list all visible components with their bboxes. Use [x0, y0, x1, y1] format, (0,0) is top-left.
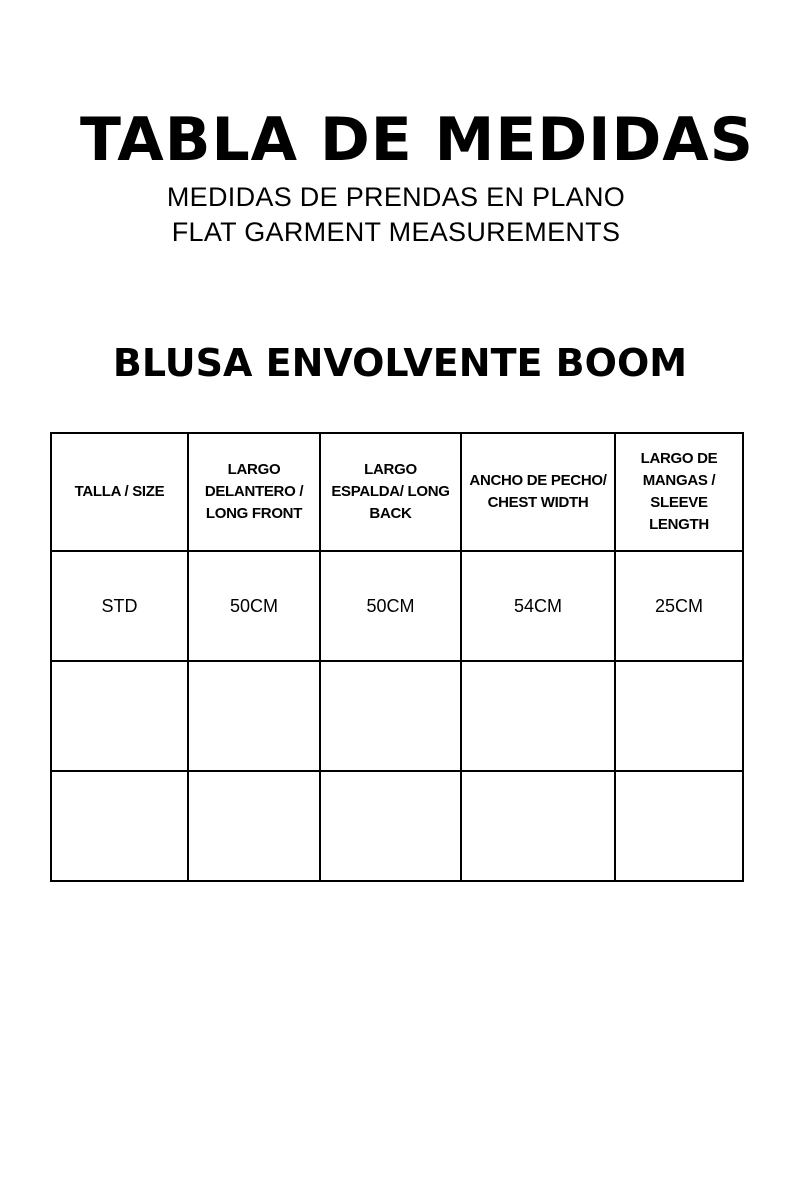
size-table [50, 432, 744, 882]
table-row [51, 771, 743, 881]
subtitle-english: FLAT GARMENT MEASUREMENTS [171, 217, 621, 247]
table-cell [51, 661, 188, 771]
table-cell: 54CM [461, 551, 615, 661]
header-long-back: LARGO ESPALDA/ LONG BACK [320, 433, 461, 551]
header-size: TALLA / SIZE [51, 433, 188, 551]
table-cell: 25CM [615, 551, 743, 661]
table-cell [320, 771, 461, 881]
table-cell [461, 661, 615, 771]
subtitle-spanish: MEDIDAS DE PRENDAS EN PLANO [166, 182, 626, 212]
table-cell: 50CM [188, 551, 320, 661]
table-cell [188, 771, 320, 881]
table-cell [461, 771, 615, 881]
table-cell [615, 661, 743, 771]
header-chest-width: ANCHO DE PECHO/ CHEST WIDTH [461, 433, 615, 551]
table-row [51, 551, 743, 661]
table-cell [615, 771, 743, 881]
header-long-front: LARGO DELANTERO / LONG FRONT [188, 433, 320, 551]
table-cell: STD [51, 551, 188, 661]
table-cell [320, 661, 461, 771]
header-sleeve-length: LARGO DE MANGAS / SLEEVE LENGTH [615, 433, 743, 551]
table-row [51, 661, 743, 771]
table-cell [51, 771, 188, 881]
product-name: BLUSA ENVOLVENTE BOOM [112, 341, 688, 385]
table-cell [188, 661, 320, 771]
table-cell: 50CM [320, 551, 461, 661]
page-title: TABLA DE MEDIDAS [80, 105, 754, 175]
table-header-row [51, 433, 743, 551]
